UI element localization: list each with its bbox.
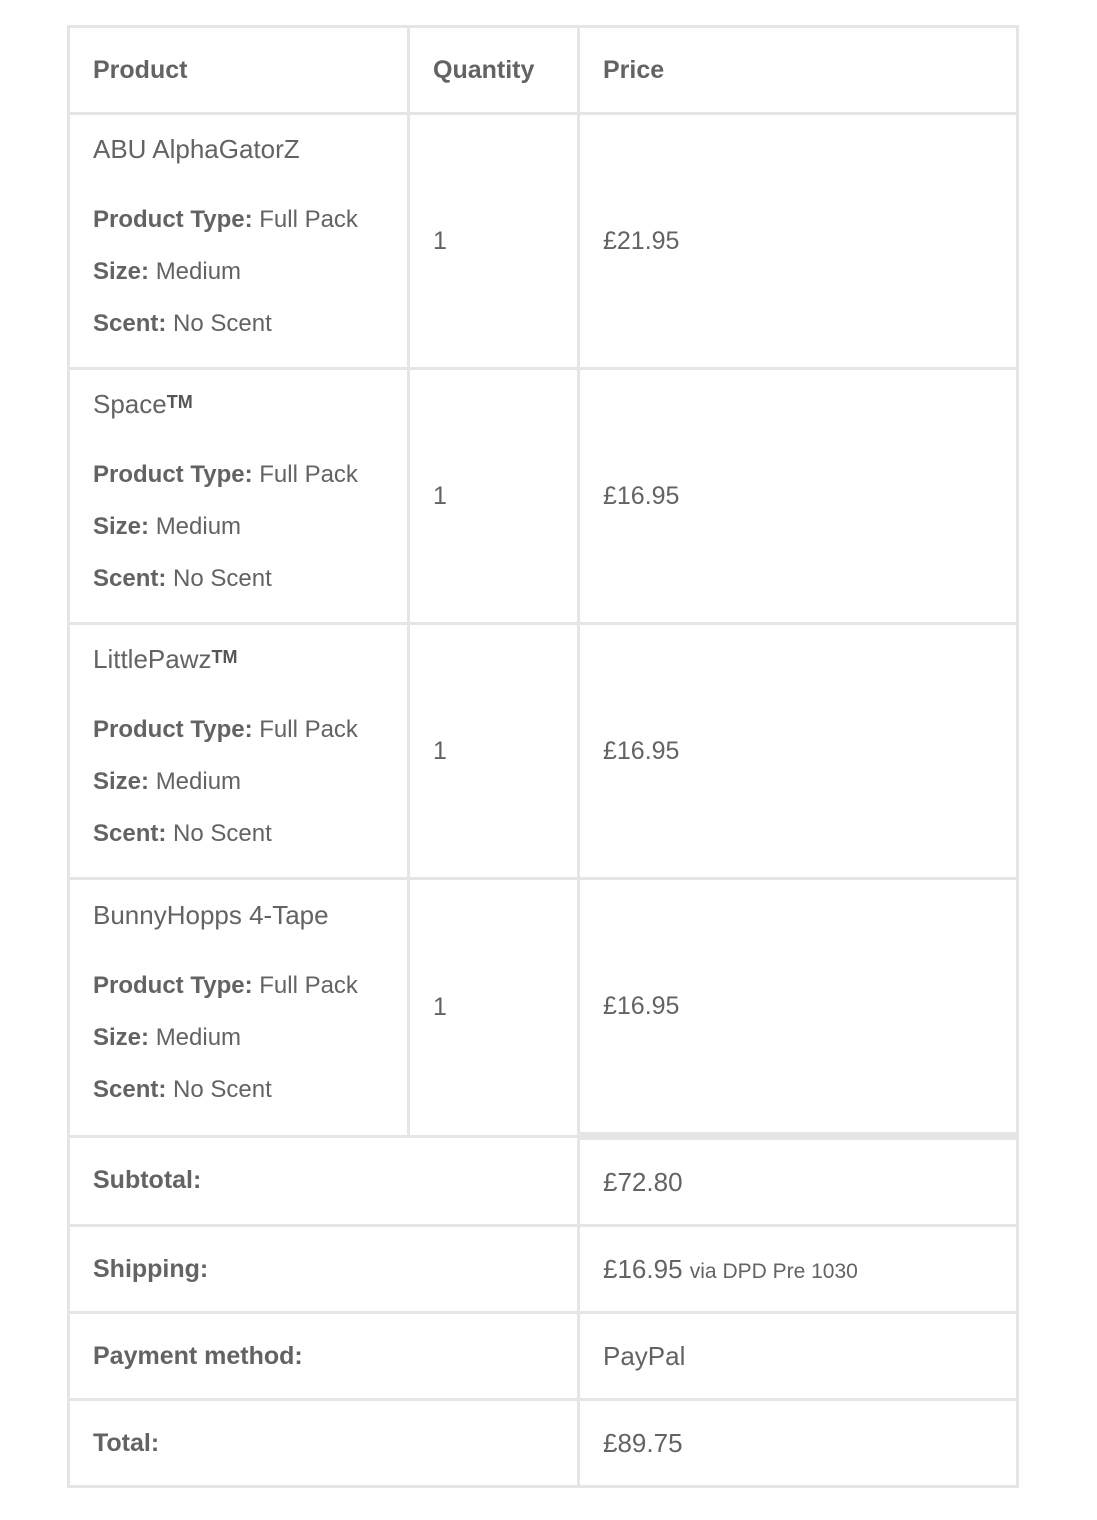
product-cell bbox=[69, 879, 409, 1137]
scent-label: Scent: bbox=[93, 565, 167, 592]
subtotal-value: £72.80 bbox=[579, 1136, 1018, 1226]
product-type-line bbox=[93, 960, 407, 1012]
product-type-value: Full Pack bbox=[259, 461, 358, 488]
product-type-label: Product Type: bbox=[93, 716, 253, 743]
product-name: ABU AlphaGatorZ bbox=[93, 134, 300, 164]
total-label: Total: bbox=[69, 1400, 579, 1487]
price-cell: £21.95 bbox=[579, 114, 1018, 369]
product-type-label: Product Type: bbox=[93, 461, 253, 488]
product-type-value: Full Pack bbox=[259, 206, 358, 233]
total-row bbox=[69, 1400, 1018, 1487]
total-value: £89.75 bbox=[579, 1400, 1018, 1487]
product-type-line bbox=[93, 194, 407, 246]
shipping-label: Shipping: bbox=[69, 1226, 579, 1313]
payment-value: PayPal bbox=[579, 1313, 1018, 1400]
payment-row bbox=[69, 1313, 1018, 1400]
header-price: Price bbox=[579, 27, 1018, 114]
product-cell bbox=[69, 369, 409, 624]
size-line bbox=[93, 1012, 407, 1064]
scent-label: Scent: bbox=[93, 310, 167, 337]
trademark-mark: TM bbox=[166, 392, 193, 412]
scent-line bbox=[93, 1064, 407, 1116]
quantity-cell: 1 bbox=[409, 114, 579, 369]
scent-label: Scent: bbox=[93, 820, 167, 847]
order-details-table bbox=[67, 25, 1019, 1488]
size-value: Medium bbox=[155, 258, 242, 285]
scent-line bbox=[93, 808, 407, 860]
shipping-method: via DPD Pre 1030 bbox=[689, 1259, 858, 1283]
price-cell: £16.95 bbox=[579, 369, 1018, 624]
product-type-label: Product Type: bbox=[93, 206, 253, 233]
size-value: Medium bbox=[155, 768, 242, 795]
product-cell bbox=[69, 624, 409, 879]
size-label: Size: bbox=[93, 1024, 150, 1052]
table-row bbox=[69, 879, 1018, 1137]
product-type-line bbox=[93, 449, 407, 501]
size-line bbox=[93, 246, 407, 298]
header-quantity: Quantity bbox=[409, 27, 579, 114]
table-row bbox=[69, 369, 1018, 624]
product-cell bbox=[69, 114, 409, 369]
price-cell: £16.95 bbox=[579, 879, 1018, 1137]
subtotal-row bbox=[69, 1136, 1018, 1226]
price-cell: £16.95 bbox=[579, 624, 1018, 879]
size-label: Size: bbox=[93, 513, 150, 540]
size-line bbox=[93, 756, 407, 808]
table-header-row bbox=[69, 27, 1018, 114]
size-label: Size: bbox=[93, 768, 150, 795]
header-product: Product bbox=[69, 27, 409, 114]
scent-value: No Scent bbox=[173, 310, 272, 337]
quantity-cell: 1 bbox=[409, 369, 579, 624]
product-type-value: Full Pack bbox=[259, 716, 358, 743]
payment-label: Payment method: bbox=[69, 1313, 579, 1400]
size-value: Medium bbox=[155, 1024, 242, 1052]
scent-label: Scent: bbox=[93, 1076, 167, 1104]
trademark-mark: TM bbox=[211, 647, 238, 667]
subtotal-label: Subtotal: bbox=[69, 1136, 579, 1226]
quantity-cell: 1 bbox=[409, 624, 579, 879]
size-value: Medium bbox=[155, 513, 242, 540]
shipping-value: £16.95 bbox=[603, 1253, 683, 1284]
table-row bbox=[69, 624, 1018, 879]
product-name: BunnyHopps 4-Tape bbox=[93, 900, 329, 931]
scent-value: No Scent bbox=[173, 565, 272, 592]
quantity-cell: 1 bbox=[409, 879, 579, 1137]
size-label: Size: bbox=[93, 258, 150, 285]
scent-line bbox=[93, 298, 407, 350]
product-type-line bbox=[93, 704, 407, 756]
product-name: LittlePawz™ bbox=[93, 644, 238, 674]
product-name: Space™ bbox=[93, 389, 193, 419]
product-type-value: Full Pack bbox=[259, 972, 358, 1000]
shipping-row bbox=[69, 1226, 1018, 1313]
product-type-label: Product Type: bbox=[93, 972, 253, 1000]
shipping-cell bbox=[579, 1226, 1018, 1313]
size-line bbox=[93, 501, 407, 553]
table-row bbox=[69, 114, 1018, 369]
scent-line bbox=[93, 553, 407, 605]
scent-value: No Scent bbox=[173, 820, 272, 847]
scent-value: No Scent bbox=[173, 1076, 272, 1104]
